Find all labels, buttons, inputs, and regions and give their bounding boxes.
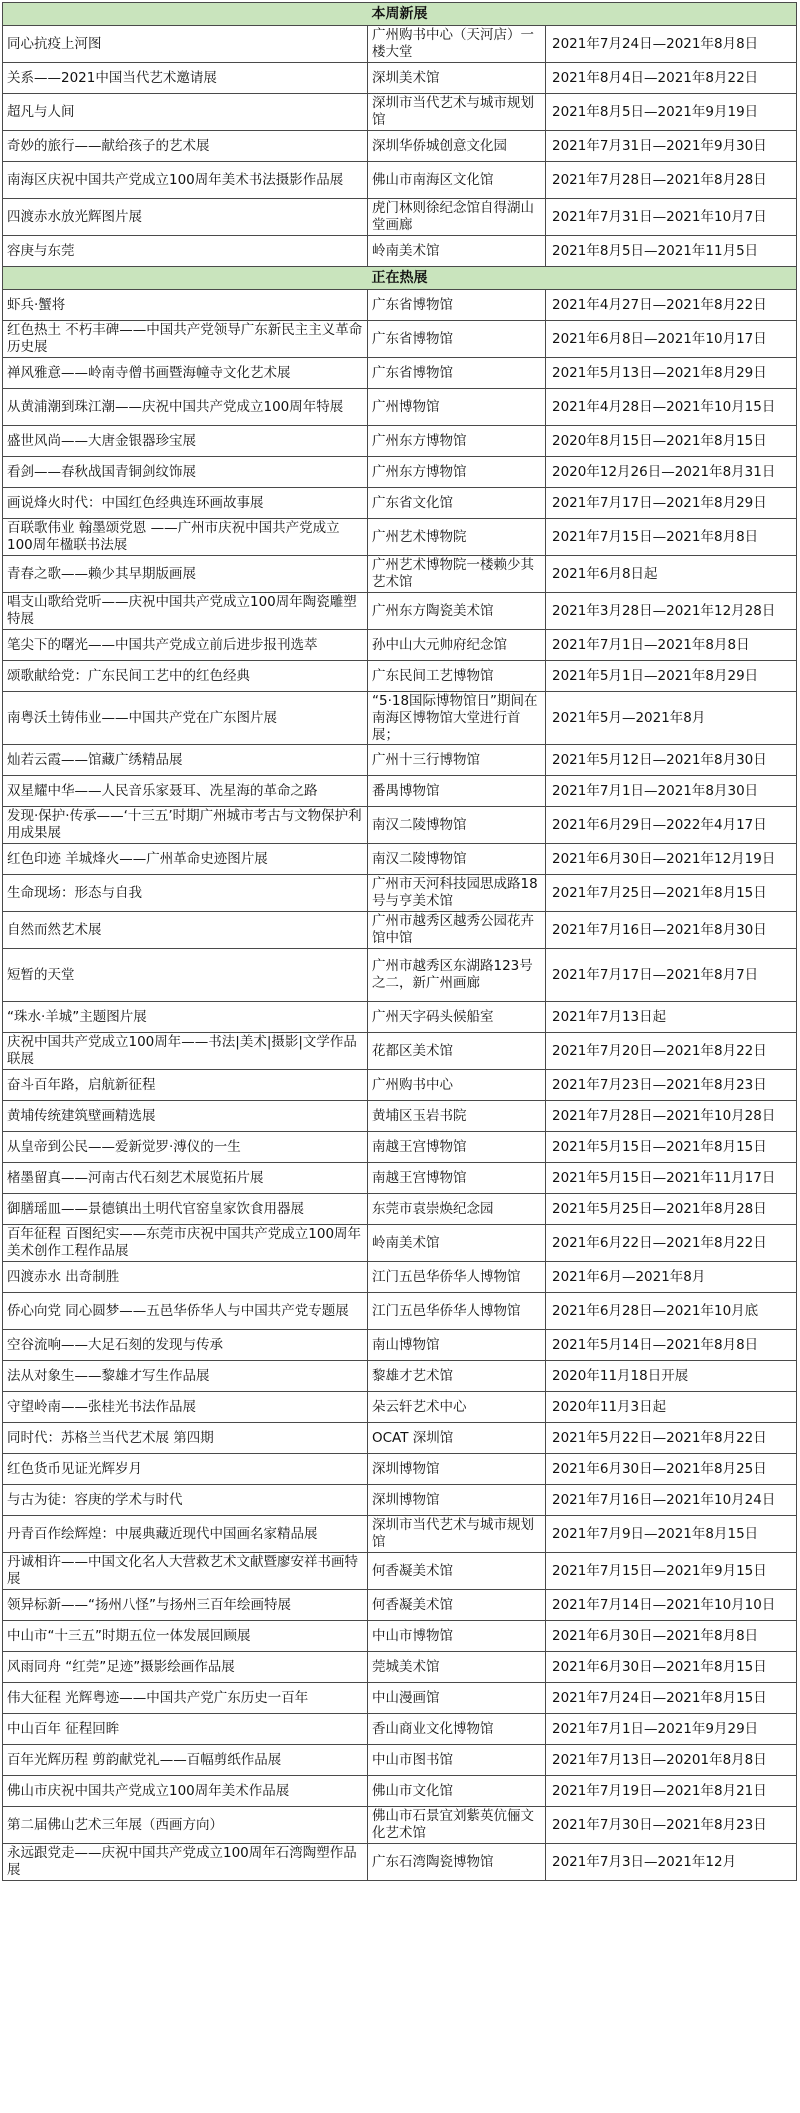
- exhibition-name-cell: 禅风雅意——岭南寺僧书画暨海幢寺文化艺术展: [3, 358, 368, 389]
- section-header: [3, 267, 797, 290]
- table-row: [3, 1844, 797, 1881]
- section-header: [3, 3, 797, 26]
- date-cell: 2021年6月30日—2021年8月25日: [546, 1454, 797, 1485]
- date-cell: 2021年5月14日—2021年8月8日: [546, 1330, 797, 1361]
- date-cell: 2021年5月1日—2021年8月29日: [546, 661, 797, 692]
- exhibition-name-cell: 侨心向党 同心圆梦——五邑华侨华人与中国共产党专题展: [3, 1293, 368, 1330]
- venue-cell: 广东省博物馆: [368, 321, 546, 358]
- exhibition-name-cell: 黄埔传统建筑壁画精选展: [3, 1101, 368, 1132]
- venue-cell: 广州艺术博物院: [368, 519, 546, 556]
- date-cell: 2020年11月18日开展: [546, 1361, 797, 1392]
- venue-cell: 深圳博物馆: [368, 1454, 546, 1485]
- table-row: [3, 875, 797, 912]
- table-row: [3, 290, 797, 321]
- date-cell: 2021年7月25日—2021年8月15日: [546, 875, 797, 912]
- exhibition-name-cell: 青春之歌——赖少其早期版画展: [3, 556, 368, 593]
- venue-cell: 深圳市当代艺术与城市规划馆: [368, 1516, 546, 1553]
- venue-cell: 深圳博物馆: [368, 1485, 546, 1516]
- table-row: [3, 1033, 797, 1070]
- table-row: [3, 1714, 797, 1745]
- table-row: [3, 1361, 797, 1392]
- date-cell: 2021年7月14日—2021年10月10日: [546, 1590, 797, 1621]
- venue-cell: 虎门林则徐纪念馆自得湖山堂画廊: [368, 199, 546, 236]
- table-row: [3, 488, 797, 519]
- venue-cell: 深圳美术馆: [368, 63, 546, 94]
- venue-cell: 岭南美术馆: [368, 1225, 546, 1262]
- venue-cell: 广东省博物馆: [368, 358, 546, 389]
- exhibition-name-cell: 同心抗疫上河图: [3, 26, 368, 63]
- date-cell: 2021年7月30日—2021年8月23日: [546, 1807, 797, 1844]
- exhibition-name-cell: 领异标新——“扬州八怪”与扬州三百年绘画特展: [3, 1590, 368, 1621]
- exhibition-name-cell: 同时代：苏格兰当代艺术展 第四期: [3, 1423, 368, 1454]
- exhibition-name-cell: 从皇帝到公民——爱新觉罗·溥仪的一生: [3, 1132, 368, 1163]
- venue-cell: 花都区美术馆: [368, 1033, 546, 1070]
- exhibition-name-cell: 与古为徒：容庚的学术与时代: [3, 1485, 368, 1516]
- date-cell: 2021年5月—2021年8月: [546, 692, 797, 745]
- table-row: [3, 199, 797, 236]
- table-row: [3, 949, 797, 1002]
- exhibition-name-cell: 关系——2021中国当代艺术邀请展: [3, 63, 368, 94]
- exhibition-name-cell: 唱支山歌给党听——庆祝中国共产党成立100周年陶瓷雕塑特展: [3, 593, 368, 630]
- venue-cell: 佛山市南海区文化馆: [368, 162, 546, 199]
- table-row: [3, 1101, 797, 1132]
- exhibition-name-cell: 双星耀中华——人民音乐家聂耳、冼星海的革命之路: [3, 776, 368, 807]
- date-cell: 2021年8月5日—2021年11月5日: [546, 236, 797, 267]
- table-row: [3, 1070, 797, 1101]
- exhibition-name-cell: 佛山市庆祝中国共产党成立100周年美术作品展: [3, 1776, 368, 1807]
- date-cell: 2021年7月15日—2021年8月8日: [546, 519, 797, 556]
- table-row: [3, 1745, 797, 1776]
- venue-cell: 广东石湾陶瓷博物馆: [368, 1844, 546, 1881]
- exhibition-name-cell: 伟大征程 光辉粤迹——中国共产党广东历史一百年: [3, 1683, 368, 1714]
- table-row: [3, 1454, 797, 1485]
- date-cell: 2021年7月23日—2021年8月23日: [546, 1070, 797, 1101]
- venue-cell: 孙中山大元帅府纪念馆: [368, 630, 546, 661]
- venue-cell: 广州市天河科技园思成路18号与亨美术馆: [368, 875, 546, 912]
- table-row: [3, 1621, 797, 1652]
- date-cell: 2021年7月13日—20201年8月8日: [546, 1745, 797, 1776]
- date-cell: 2021年7月16日—2021年10月24日: [546, 1485, 797, 1516]
- date-cell: 2021年6月30日—2021年8月8日: [546, 1621, 797, 1652]
- exhibition-name-cell: 四渡赤水放光辉图片展: [3, 199, 368, 236]
- date-cell: 2020年12月26日—2021年8月31日: [546, 457, 797, 488]
- venue-cell: 朵云轩艺术中心: [368, 1392, 546, 1423]
- table-row: [3, 1330, 797, 1361]
- venue-cell: 南越王宫博物馆: [368, 1163, 546, 1194]
- table-row: [3, 1807, 797, 1844]
- date-cell: 2021年7月24日—2021年8月15日: [546, 1683, 797, 1714]
- exhibition-name-cell: 发现·保护·传承——‘十三五’时期广州城市考古与文物保护利用成果展: [3, 807, 368, 844]
- exhibition-name-cell: 奋斗百年路，启航新征程: [3, 1070, 368, 1101]
- exhibition-name-cell: 丹青百作绘辉煌：中展典藏近现代中国画名家精品展: [3, 1516, 368, 1553]
- venue-cell: 中山市图书馆: [368, 1745, 546, 1776]
- venue-cell: 广州东方陶瓷美术馆: [368, 593, 546, 630]
- table-row: [3, 1516, 797, 1553]
- date-cell: 2021年7月1日—2021年8月30日: [546, 776, 797, 807]
- exhibition-name-cell: 丹诚相许——中国文化名人大营救艺术文献暨廖安祥书画特展: [3, 1553, 368, 1590]
- exhibition-name-cell: 南粤沃土铸伟业——中国共产党在广东图片展: [3, 692, 368, 745]
- date-cell: 2021年6月29日—2022年4月17日: [546, 807, 797, 844]
- exhibition-name-cell: 中山市“十三五”时期五位一体发展回顾展: [3, 1621, 368, 1652]
- table-row: [3, 593, 797, 630]
- table-row: [3, 1194, 797, 1225]
- venue-cell: 何香凝美术馆: [368, 1553, 546, 1590]
- date-cell: 2021年7月15日—2021年9月15日: [546, 1553, 797, 1590]
- date-cell: 2021年6月—2021年8月: [546, 1262, 797, 1293]
- date-cell: 2021年4月28日—2021年10月15日: [546, 389, 797, 426]
- date-cell: 2021年8月5日—2021年9月19日: [546, 94, 797, 131]
- table-row: [3, 131, 797, 162]
- venue-cell: 黄埔区玉岩书院: [368, 1101, 546, 1132]
- table-row: [3, 745, 797, 776]
- exhibition-name-cell: 自然而然艺术展: [3, 912, 368, 949]
- table-row: [3, 912, 797, 949]
- date-cell: 2021年6月8日—2021年10月17日: [546, 321, 797, 358]
- table-row: [3, 94, 797, 131]
- table-row: [3, 776, 797, 807]
- table-row: [3, 556, 797, 593]
- date-cell: 2021年6月28日—2021年10月底: [546, 1293, 797, 1330]
- venue-cell: 番禺博物馆: [368, 776, 546, 807]
- table-row: [3, 1002, 797, 1033]
- exhibition-name-cell: 南海区庆祝中国共产党成立100周年美术书法摄影作品展: [3, 162, 368, 199]
- section-title: 正在热展: [3, 267, 797, 290]
- exhibition-name-cell: 中山百年 征程回眸: [3, 1714, 368, 1745]
- date-cell: 2021年8月4日—2021年8月22日: [546, 63, 797, 94]
- venue-cell: 深圳市当代艺术与城市规划馆: [368, 94, 546, 131]
- table-row: [3, 692, 797, 745]
- venue-cell: 岭南美术馆: [368, 236, 546, 267]
- venue-cell: OCAT 深圳馆: [368, 1423, 546, 1454]
- exhibition-name-cell: 红色热土 不朽丰碑——中国共产党领导广东新民主主义革命历史展: [3, 321, 368, 358]
- exhibition-name-cell: 御膳瑶皿——景德镇出土明代官窑皇家饮食用器展: [3, 1194, 368, 1225]
- exhibition-name-cell: 法从对象生——黎雄才写生作品展: [3, 1361, 368, 1392]
- venue-cell: 南越王宫博物馆: [368, 1132, 546, 1163]
- exhibition-name-cell: 永远跟党走——庆祝中国共产党成立100周年石湾陶塑作品展: [3, 1844, 368, 1881]
- venue-cell: 南汉二陵博物馆: [368, 807, 546, 844]
- venue-cell: 广州十三行博物馆: [368, 745, 546, 776]
- exhibition-name-cell: 风雨同舟 “红莞”足迹”摄影绘画作品展: [3, 1652, 368, 1683]
- exhibition-name-cell: 楮墨留真——河南古代石刻艺术展览拓片展: [3, 1163, 368, 1194]
- venue-cell: 广州东方博物馆: [368, 457, 546, 488]
- date-cell: 2021年7月1日—2021年8月8日: [546, 630, 797, 661]
- exhibition-name-cell: 盛世风尚——大唐金银器珍宝展: [3, 426, 368, 457]
- date-cell: 2021年7月28日—2021年8月28日: [546, 162, 797, 199]
- section-title: 本周新展: [3, 3, 797, 26]
- exhibition-name-cell: 四渡赤水 出奇制胜: [3, 1262, 368, 1293]
- date-cell: 2021年3月28日—2021年12月28日: [546, 593, 797, 630]
- date-cell: 2021年7月24日—2021年8月8日: [546, 26, 797, 63]
- date-cell: 2021年7月17日—2021年8月7日: [546, 949, 797, 1002]
- venue-cell: “5·18国际博物馆日”期间在南海区博物馆大堂进行首展；: [368, 692, 546, 745]
- date-cell: 2021年7月31日—2021年9月30日: [546, 131, 797, 162]
- exhibition-name-cell: 短暂的天堂: [3, 949, 368, 1002]
- exhibition-name-cell: 红色货币见证光辉岁月: [3, 1454, 368, 1485]
- table-row: [3, 1553, 797, 1590]
- exhibition-name-cell: 容庚与东莞: [3, 236, 368, 267]
- date-cell: 2021年5月22日—2021年8月22日: [546, 1423, 797, 1454]
- table-row: [3, 63, 797, 94]
- date-cell: 2021年7月19日—2021年8月21日: [546, 1776, 797, 1807]
- exhibition-name-cell: 看剑——春秋战国青铜剑纹饰展: [3, 457, 368, 488]
- table-row: [3, 1225, 797, 1262]
- table-row: [3, 162, 797, 199]
- date-cell: 2021年5月13日—2021年8月29日: [546, 358, 797, 389]
- exhibition-name-cell: 生命现场：形态与自我: [3, 875, 368, 912]
- table-row: [3, 1163, 797, 1194]
- table-row: [3, 1262, 797, 1293]
- venue-cell: 江门五邑华侨华人博物馆: [368, 1293, 546, 1330]
- date-cell: 2021年7月13日起: [546, 1002, 797, 1033]
- date-cell: 2021年7月28日—2021年10月28日: [546, 1101, 797, 1132]
- exhibition-name-cell: 百联歌伟业 翰墨颂党恩 ——广州市庆祝中国共产党成立100周年楹联书法展: [3, 519, 368, 556]
- venue-cell: 中山市博物馆: [368, 1621, 546, 1652]
- exhibition-name-cell: 红色印迹 羊城烽火——广州革命史迹图片展: [3, 844, 368, 875]
- table-row: [3, 1485, 797, 1516]
- exhibition-name-cell: 画说烽火时代：中国红色经典连环画故事展: [3, 488, 368, 519]
- date-cell: 2021年5月15日—2021年8月15日: [546, 1132, 797, 1163]
- date-cell: 2021年6月8日起: [546, 556, 797, 593]
- exhibition-table: [2, 2, 797, 1881]
- exhibition-name-cell: 守望岭南——张桂光书法作品展: [3, 1392, 368, 1423]
- exhibition-name-cell: 奇妙的旅行——献给孩子的艺术展: [3, 131, 368, 162]
- venue-cell: 广东省博物馆: [368, 290, 546, 321]
- table-row: [3, 1392, 797, 1423]
- venue-cell: 广州博物馆: [368, 389, 546, 426]
- venue-cell: 香山商业文化博物馆: [368, 1714, 546, 1745]
- table-row: [3, 1423, 797, 1454]
- date-cell: 2020年11月3日起: [546, 1392, 797, 1423]
- table-row: [3, 630, 797, 661]
- date-cell: 2021年5月15日—2021年11月17日: [546, 1163, 797, 1194]
- exhibition-name-cell: 笔尖下的曙光——中国共产党成立前后进步报刊选萃: [3, 630, 368, 661]
- date-cell: 2021年7月17日—2021年8月29日: [546, 488, 797, 519]
- date-cell: 2021年7月1日—2021年9月29日: [546, 1714, 797, 1745]
- table-row: [3, 1293, 797, 1330]
- exhibition-name-cell: 颂歌献给党：广东民间工艺中的红色经典: [3, 661, 368, 692]
- table-row: [3, 661, 797, 692]
- date-cell: 2021年7月16日—2021年8月30日: [546, 912, 797, 949]
- table-row: [3, 844, 797, 875]
- exhibition-name-cell: 超凡与人间: [3, 94, 368, 131]
- exhibition-name-cell: 从黄浦潮到珠江潮——庆祝中国共产党成立100周年特展: [3, 389, 368, 426]
- table-row: [3, 807, 797, 844]
- table-row: [3, 236, 797, 267]
- venue-cell: 广州市越秀区东湖路123号之二，新广州画廊: [368, 949, 546, 1002]
- date-cell: 2021年7月20日—2021年8月22日: [546, 1033, 797, 1070]
- date-cell: 2021年5月25日—2021年8月28日: [546, 1194, 797, 1225]
- venue-cell: 广州购书中心: [368, 1070, 546, 1101]
- venue-cell: 何香凝美术馆: [368, 1590, 546, 1621]
- venue-cell: 广东民间工艺博物馆: [368, 661, 546, 692]
- exhibition-name-cell: 空谷流响——大足石刻的发现与传承: [3, 1330, 368, 1361]
- venue-cell: 江门五邑华侨华人博物馆: [368, 1262, 546, 1293]
- venue-cell: 广东省文化馆: [368, 488, 546, 519]
- table-row: [3, 1590, 797, 1621]
- venue-cell: 中山漫画馆: [368, 1683, 546, 1714]
- date-cell: 2021年7月31日—2021年10月7日: [546, 199, 797, 236]
- date-cell: 2021年4月27日—2021年8月22日: [546, 290, 797, 321]
- venue-cell: 广州艺术博物院一楼赖少其艺术馆: [368, 556, 546, 593]
- date-cell: 2021年6月22日—2021年8月22日: [546, 1225, 797, 1262]
- date-cell: 2021年6月30日—2021年12月19日: [546, 844, 797, 875]
- exhibition-table-body: [3, 3, 797, 1881]
- date-cell: 2021年5月12日—2021年8月30日: [546, 745, 797, 776]
- venue-cell: 广州市越秀区越秀公园花卉馆中馆: [368, 912, 546, 949]
- venue-cell: 南汉二陵博物馆: [368, 844, 546, 875]
- table-row: [3, 426, 797, 457]
- exhibition-name-cell: 灿若云霞——馆藏广绣精品展: [3, 745, 368, 776]
- date-cell: 2021年6月30日—2021年8月15日: [546, 1652, 797, 1683]
- table-row: [3, 1683, 797, 1714]
- table-row: [3, 321, 797, 358]
- table-row: [3, 1132, 797, 1163]
- table-row: [3, 457, 797, 488]
- table-row: [3, 358, 797, 389]
- table-row: [3, 519, 797, 556]
- venue-cell: 佛山市文化馆: [368, 1776, 546, 1807]
- venue-cell: 南山博物馆: [368, 1330, 546, 1361]
- table-row: [3, 1652, 797, 1683]
- venue-cell: 广州天字码头候船室: [368, 1002, 546, 1033]
- exhibition-name-cell: 百年光辉历程 剪韵献党礼——百幅剪纸作品展: [3, 1745, 368, 1776]
- venue-cell: 广州东方博物馆: [368, 426, 546, 457]
- exhibition-name-cell: “珠水·羊城”主题图片展: [3, 1002, 368, 1033]
- exhibition-name-cell: 庆祝中国共产党成立100周年——书法|美术|摄影|文学作品联展: [3, 1033, 368, 1070]
- table-row: [3, 389, 797, 426]
- date-cell: 2020年8月15日—2021年8月15日: [546, 426, 797, 457]
- table-row: [3, 1776, 797, 1807]
- venue-cell: 东莞市袁崇焕纪念园: [368, 1194, 546, 1225]
- venue-cell: 广州购书中心（天河店）一楼大堂: [368, 26, 546, 63]
- exhibition-name-cell: 第二届佛山艺术三年展（西画方向）: [3, 1807, 368, 1844]
- exhibition-name-cell: 百年征程 百图纪实——东莞市庆祝中国共产党成立100周年美术创作工程作品展: [3, 1225, 368, 1262]
- venue-cell: 深圳华侨城创意文化园: [368, 131, 546, 162]
- venue-cell: 黎雄才艺术馆: [368, 1361, 546, 1392]
- table-row: [3, 26, 797, 63]
- date-cell: 2021年7月3日—2021年12月: [546, 1844, 797, 1881]
- venue-cell: 佛山市石景宜刘紫英伉俪文化艺术馆: [368, 1807, 546, 1844]
- venue-cell: 莞城美术馆: [368, 1652, 546, 1683]
- date-cell: 2021年7月9日—2021年8月15日: [546, 1516, 797, 1553]
- exhibition-name-cell: 虾兵·蟹将: [3, 290, 368, 321]
